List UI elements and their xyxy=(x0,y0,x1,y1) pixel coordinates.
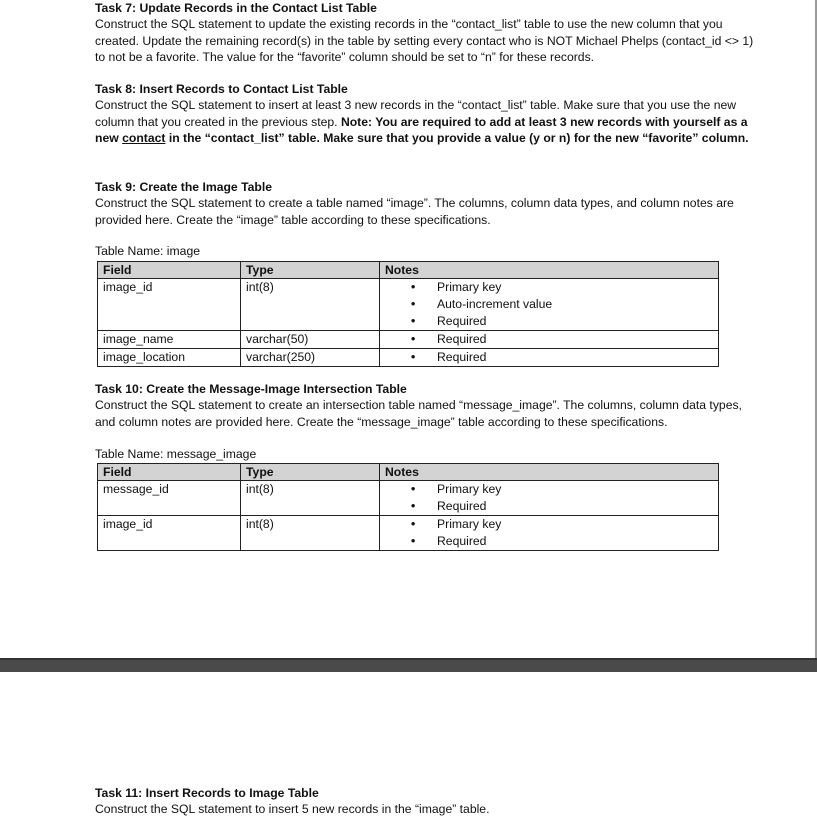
column-header-notes: Notes xyxy=(380,464,719,481)
image-spec-table xyxy=(97,261,719,367)
table-row xyxy=(98,279,719,331)
task-9-heading: Task 9: Create the Image Table xyxy=(95,180,273,194)
table-header-row xyxy=(98,464,719,481)
field-cell: image_id xyxy=(98,516,241,551)
notes-cell xyxy=(380,349,719,367)
task-8-note-b: in the “contact_list” table. Make sure that you provide a value (y or n) for the new “favorite” column. xyxy=(165,130,749,145)
image-table-label: Table Name: image xyxy=(95,244,200,258)
task-8-section xyxy=(95,81,755,146)
task-7-body: Construct the SQL statement to update the existing records in the “contact_list” table to use the new column that you created. Update the remaining record(s) in the table by setting every contact who is NOT Michael Phelps (contact_id <> 1) to not be a favorite. The value for the “favorite” column should be set to “n” for these records. xyxy=(95,17,754,64)
task-8-note-a: Note: You are required to add at least 3 new records with yourself as a new xyxy=(95,114,748,145)
note-item: • Required xyxy=(411,331,713,348)
field-cell: image_name xyxy=(98,331,241,349)
task-9-section xyxy=(95,179,755,228)
field-cell: image_id xyxy=(98,279,241,331)
notes-cell xyxy=(380,481,719,516)
task-8-heading: Task 8: Insert Records to Contact List Table xyxy=(95,82,348,96)
note-item: • Auto-increment value xyxy=(411,296,713,313)
column-header-type: Type xyxy=(241,464,380,481)
task-8-body xyxy=(95,97,755,146)
type-cell: int(8) xyxy=(241,481,380,516)
message-image-table-label: Table Name: message_image xyxy=(95,447,257,461)
field-cell: image_location xyxy=(98,349,241,367)
note-item: • Required xyxy=(411,498,713,515)
field-cell: message_id xyxy=(98,481,241,516)
task-10-heading: Task 10: Create the Message-Image Intersection Table xyxy=(95,382,407,396)
task-11-body: Construct the SQL statement to insert 5 new records in the “image” table. xyxy=(95,802,490,817)
column-header-field: Field xyxy=(98,262,241,279)
type-cell: varchar(250) xyxy=(241,349,380,367)
column-header-field: Field xyxy=(98,464,241,481)
table-row xyxy=(98,481,719,516)
type-cell: varchar(50) xyxy=(241,331,380,349)
notes-cell xyxy=(380,331,719,349)
table-row xyxy=(98,349,719,367)
table-row xyxy=(98,331,719,349)
note-item: • Required xyxy=(411,313,713,330)
task-10-body: Construct the SQL statement to create an intersection table named “message_image”. The columns, column data types, and column notes are provided here. Create the “message_image” table according to these specifications. xyxy=(95,398,742,429)
notes-cell xyxy=(380,516,719,551)
message-image-spec-table xyxy=(97,463,719,551)
task-8-body-plain: Construct the SQL statement to insert at least 3 new records in the “contact_list” table. Make sure that you use the new column that you created in the previous step. xyxy=(95,98,737,129)
task-10-section xyxy=(95,381,755,430)
task-9-body: Construct the SQL statement to create a table named “image”. The columns, column data types, and column notes are provided here. Create the “image” table according to these specifications. xyxy=(95,196,734,227)
document-page-2 xyxy=(0,672,817,832)
task-7-heading: Task 7: Update Records in the Contact List Table xyxy=(95,1,377,15)
task-8-note-underlined: contact xyxy=(122,130,166,145)
note-item: • Primary key xyxy=(411,516,713,533)
notes-cell xyxy=(380,279,719,331)
column-header-type: Type xyxy=(241,262,380,279)
type-cell: int(8) xyxy=(241,279,380,331)
note-item: • Primary key xyxy=(411,279,713,296)
table-header-row xyxy=(98,262,719,279)
note-item: • Primary key xyxy=(411,481,713,498)
note-item: • Required xyxy=(411,349,713,366)
task-7-section xyxy=(95,0,755,65)
task-11-section xyxy=(95,785,755,818)
table-row xyxy=(98,516,719,551)
note-item: • Required xyxy=(411,533,713,550)
type-cell: int(8) xyxy=(241,516,380,551)
column-header-notes: Notes xyxy=(380,262,719,279)
task-11-heading: Task 11: Insert Records to Image Table xyxy=(95,786,319,800)
